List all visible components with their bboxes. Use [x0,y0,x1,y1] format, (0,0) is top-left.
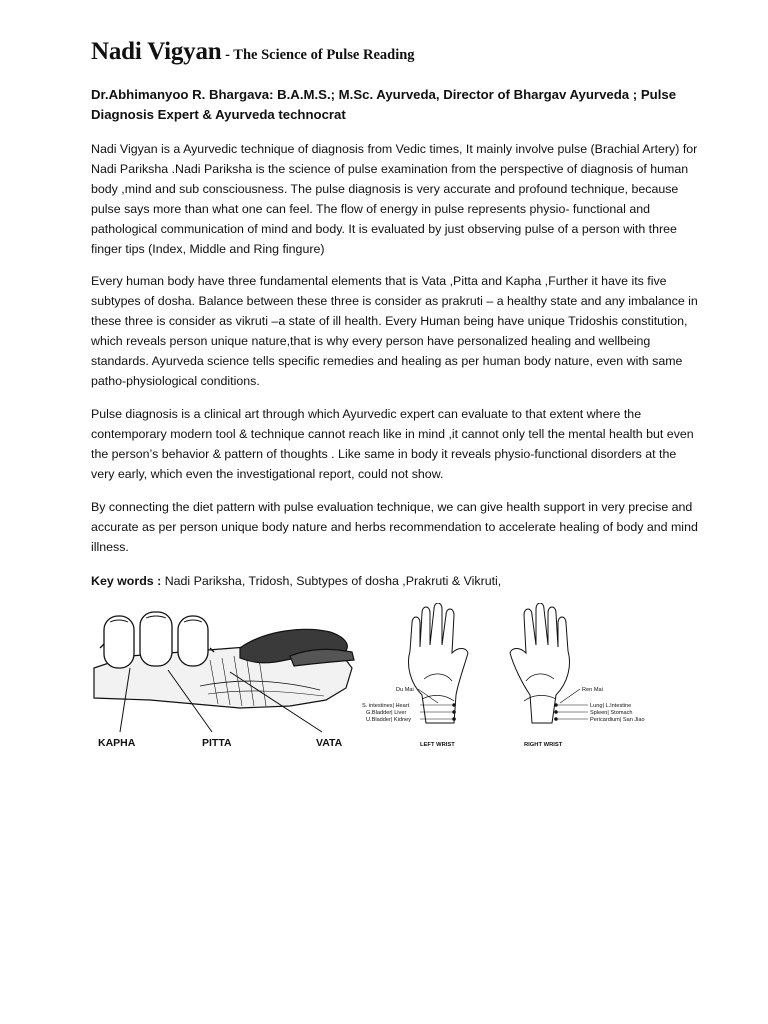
left-top-label: Du Mai [396,687,414,693]
left-wrist-caption: LEFT WRIST [420,742,455,748]
fingers-drawing [100,612,214,668]
left-point-3: U.Bladder| Kidney [366,717,411,723]
pulse-fingers-illustration [90,608,358,754]
label-kapha: KAPHA [98,737,136,749]
left-point-2: G.Bladder| Liver [366,710,407,716]
keywords-label: Key words : [91,574,165,588]
left-point-1: S. intestines| Heart [362,703,410,709]
keywords-line [91,571,703,591]
paragraph-clinical-art: Pulse diagnosis is a clinical art through which Ayurvedic expert can evaluate to that extent where the contemporary modern tool & technique cannot reach like in mind ,it cannot only tell the mental health but even the person’s behavior & pattern of thoughts . Like same in body it reveals physio-functional disorders at the very early, which even the investigational report, could not show. [91,407,694,481]
wrist-pulse-chart [360,603,732,753]
hand-drawing [240,629,354,666]
label-vata: VATA [316,737,343,749]
paragraph-doshas: Every human body have three fundamental elements that is Vata ,Pitta and Kapha ,Further it have its five subtypes of dosha. Balance between these three is consider as prakruti – a healthy state and any imbalance in these three is consider as vikruti –a state of ill health. Every Human being have unique Tridoshis constitution, which reveals person unique nature,that is why every person have personalized healing and wellbeing standards. Ayurveda science tells specific remedies and healing as per human body nature, even with same patho-physiological conditions. [91,274,698,388]
title-main: Nadi Vigyan [91,38,222,65]
document-title [91,38,711,66]
keywords-text: Nadi Pariksha, Tridosh, Subtypes of dosha ,Prakruti & Vikruti, [164,574,502,588]
title-subtitle: - The Science of Pulse Reading [221,47,415,63]
paragraph-diet: By connecting the diet pattern with pulse evaluation technique, we can give health support in very precise and accurate as per person unique body nature and herbs recommendation to accelerate healing of body and mind illness. [91,500,698,554]
right-point-3: Pericardium| San Jiao [590,717,645,723]
right-wrist-caption: RIGHT WRIST [524,742,563,748]
right-point-2: Spleen| Stomach [590,710,633,716]
author-line: Dr.Abhimanyoo R. Bhargava: B.A.M.S.; M.Sc. Ayurveda, Director of Bhargav Ayurveda ; Pulse Diagnosis Expert & Ayurveda technocrat [91,87,677,122]
label-pitta: PITTA [202,737,232,749]
paragraph-intro: Nadi Vigyan is a Ayurvedic technique of diagnosis from Vedic times, It mainly involve pulse (Brachial Artery) for Nadi Pariksha .Nadi Pariksha is the science of pulse examination from the perspective of diagnosis of human body ,mind and sub consciousness. The pulse diagnosis is very accurate and profound technique, because pulse says more than what one can feel. The flow of energy in pulse represents physio- functional and pathological communication of mind and body. It is evaluated by just observing pulse of a person with three finger tips (Index, Middle and Ring fingure) [91,142,698,256]
right-top-label: Ren Mai [582,687,603,693]
right-point-1: Lung| L.Intestine [590,703,632,709]
